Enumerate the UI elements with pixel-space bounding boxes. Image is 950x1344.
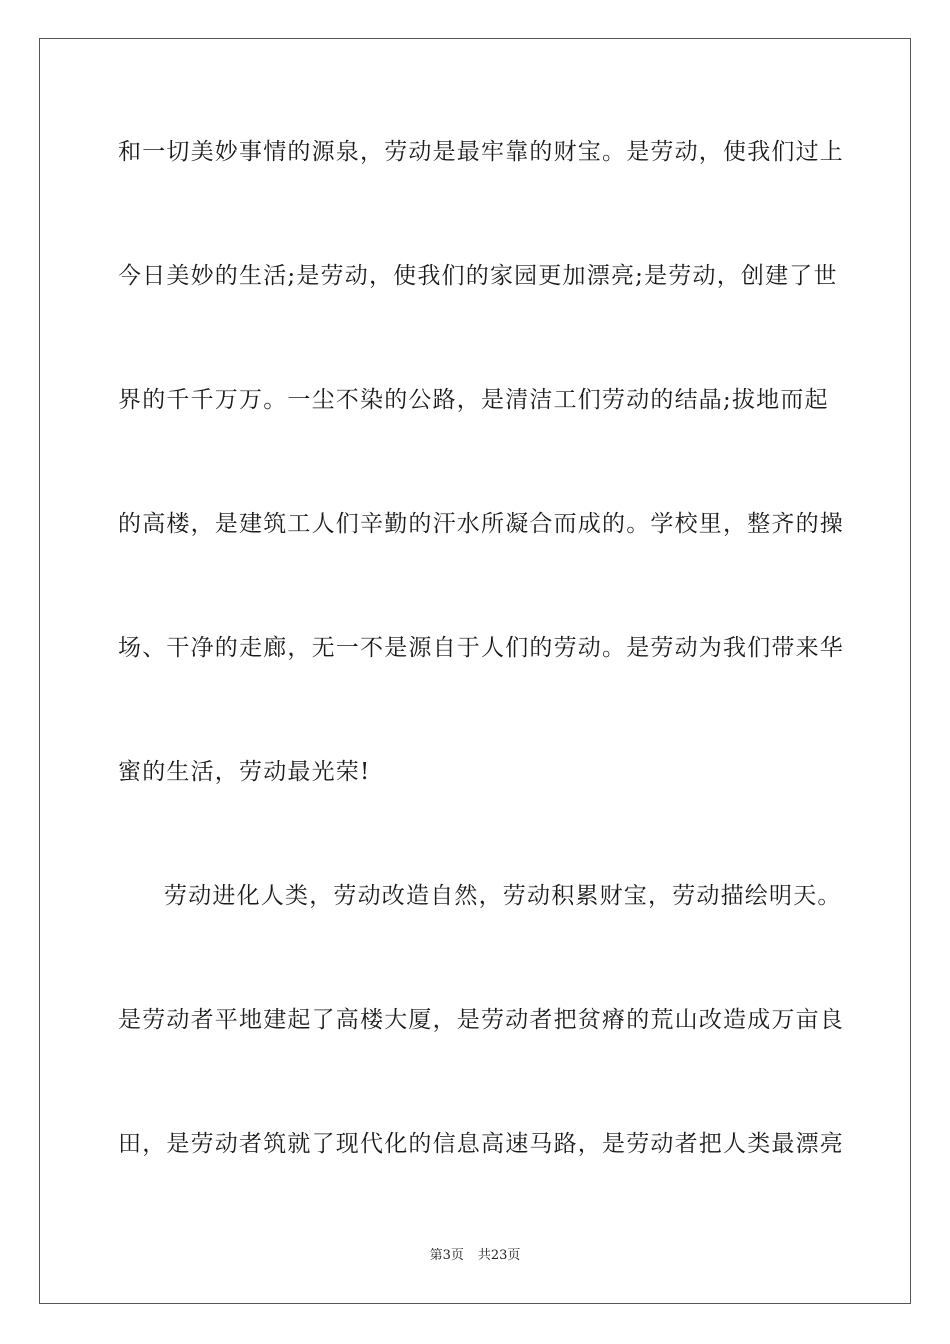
page-number: 第3页 — [429, 1248, 464, 1263]
paragraph-start-line: 劳动进化人类，劳动改造自然，劳动积累财宝，劳动描绘明天。 — [164, 883, 842, 909]
page-border — [39, 38, 911, 1304]
page-total: 共23页 — [477, 1248, 521, 1263]
text-line: 是劳动者平地建起了高楼大厦，是劳动者把贫瘠的荒山改造成万亩良 — [118, 1007, 844, 1033]
text-line: 界的千千万万。一尘不染的公路，是清洁工们劳动的结晶;拔地而起 — [118, 387, 829, 413]
text-line: 蜜的生活，劳动最光荣! — [118, 759, 371, 785]
text-line: 的高楼，是建筑工人们辛勤的汗水所凝合而成的。学校里，整齐的操 — [118, 511, 844, 537]
text-line: 田，是劳动者筑就了现代化的信息高速马路，是劳动者把人类最漂亮 — [118, 1131, 844, 1157]
page-footer — [0, 1247, 950, 1265]
text-line: 今日美妙的生活;是劳动，使我们的家园更加漂亮;是劳动，创建了世 — [118, 263, 838, 289]
text-line: 和一切美妙事情的源泉，劳动是最牢靠的财宝。是劳动，使我们过上 — [118, 139, 844, 165]
text-line: 场、干净的走廊，无一不是源自于人们的劳动。是劳动为我们带来华 — [118, 635, 844, 661]
